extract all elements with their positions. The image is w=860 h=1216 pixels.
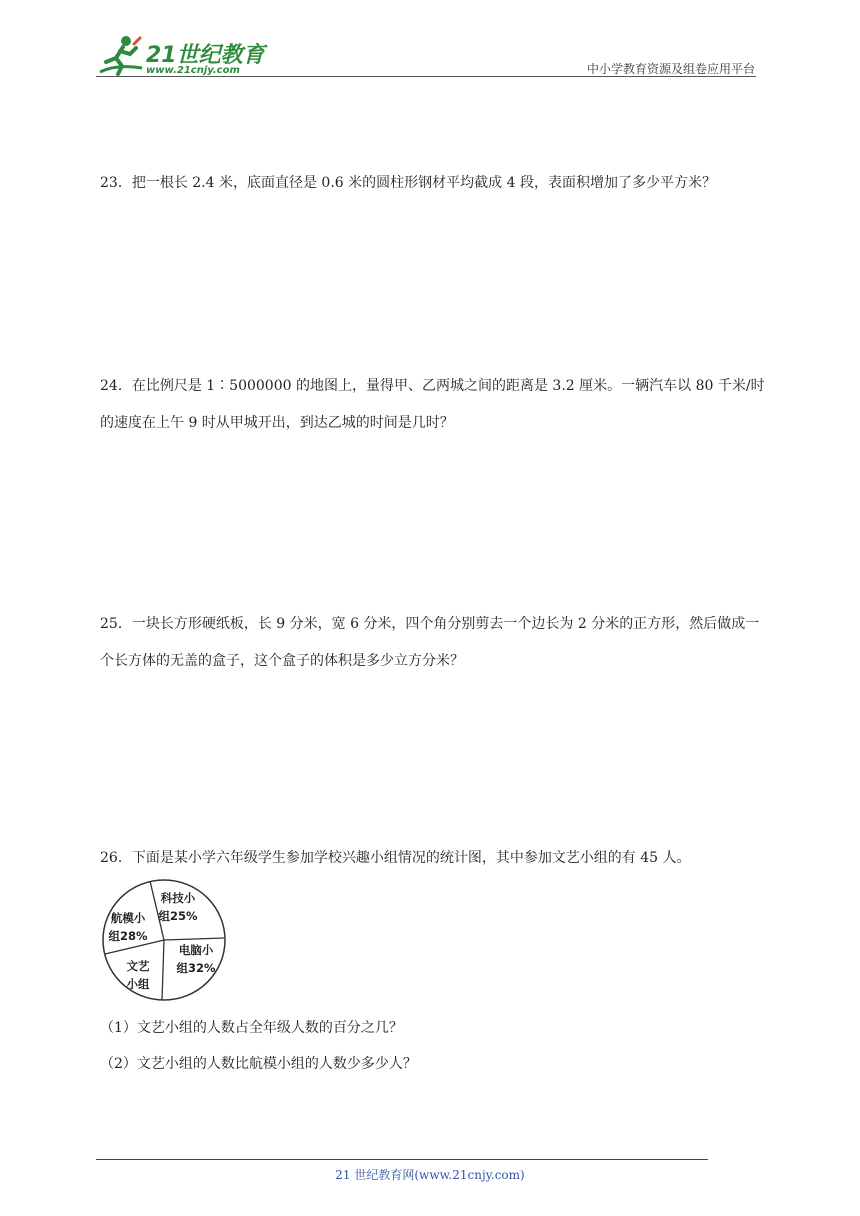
slice-label-computer-1: 电脑小 <box>178 943 214 957</box>
slice-label-tech-2: 组25% <box>158 909 198 923</box>
header-divider <box>96 76 756 77</box>
runner-logo-icon <box>96 34 146 78</box>
slice-label-art-1: 文艺 <box>126 959 150 973</box>
slice-label-art-2: 小组 <box>126 977 150 991</box>
page-header <box>0 0 860 90</box>
question-26: 26．下面是某小学六年级学生参加学校兴趣小组情况的统计图，其中参加文艺小组的有 45 人。 <box>100 850 691 866</box>
slice-label-model-1: 航模小 <box>110 911 146 925</box>
pie-divider-2 <box>164 938 224 940</box>
platform-title: 中小学教育资源及组卷应用平台 <box>586 62 755 76</box>
question-23: 23．把一根长 2.4 米，底面直径是 0.6 米的圆柱形钢材平均截成 4 段，表面积增加了多少平方米？ <box>100 175 716 191</box>
footer-text: 21 世纪教育网(www.21cnjy.com) <box>335 1168 525 1182</box>
question-26-part-2: （2）文艺小组的人数比航模小组的人数少多少人？ <box>100 1056 417 1072</box>
site-logo <box>96 34 266 80</box>
logo-url: www.21cnjy.com <box>146 65 240 76</box>
interest-group-pie-chart <box>100 878 230 1004</box>
pie-divider-3 <box>162 940 164 1000</box>
question-26-part-1: （1）文艺小组的人数占全年级人数的百分之几？ <box>100 1020 403 1036</box>
logo-text: 21世纪教育 <box>146 43 265 68</box>
slice-label-model-2: 组28% <box>108 929 148 943</box>
footer-divider <box>96 1159 708 1160</box>
slice-label-tech-1: 科技小 <box>160 891 196 905</box>
question-24: 24．在比例尺是 1∶5000000 的地图上，量得甲、乙两城之间的距离是 3.2 厘米。一辆汽车以 80 千米/时的速度在上午 9 时从甲城开出，到达乙城的时间是几时？ <box>100 378 765 431</box>
question-25: 25．一块长方形硬纸板，长 9 分米，宽 6 分米，四个角分别剪去一个边长为 2 分米的正方形，然后做成一个长方体的无盖的盒子，这个盒子的体积是多少立方分米？ <box>100 616 760 669</box>
slice-label-computer-2: 组32% <box>176 961 216 975</box>
